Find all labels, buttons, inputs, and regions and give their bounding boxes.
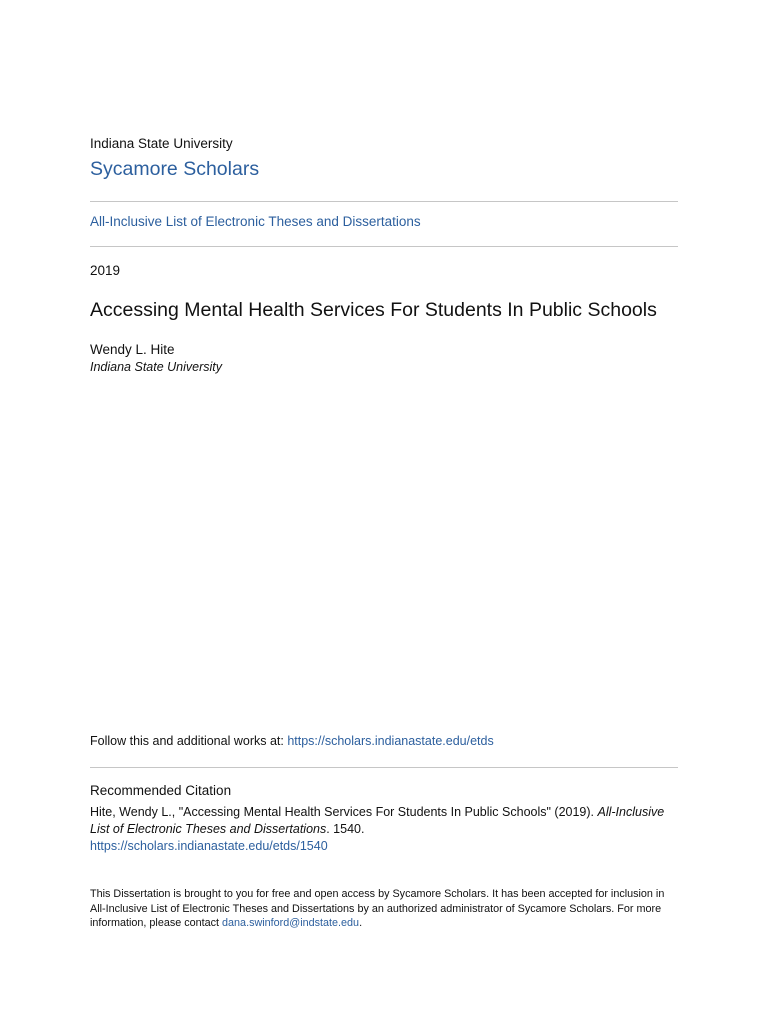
citation-heading: Recommended Citation [90,783,232,798]
citation-link[interactable]: https://scholars.indianastate.edu/etds/1540 [90,839,328,853]
divider [90,767,678,768]
author-affiliation: Indiana State University [90,360,223,374]
follow-link[interactable]: https://scholars.indianastate.edu/etds [287,734,494,748]
notice-end: . [359,917,363,929]
divider [90,201,678,202]
follow-line [90,734,494,748]
divider [90,246,678,247]
document-title: Accessing Mental Health Services For Students In Public Schools [90,299,657,321]
cover-page [90,0,678,1024]
author-name: Wendy L. Hite [90,342,175,357]
citation-number: . 1540. [326,822,365,836]
notice-text: This Dissertation is brought to you for free and open access by Sycamore Scholars. It has been accepted for inclusion in All-Inclusive List of Electronic Theses and Dissertations by an authorized administrator of Sycamore Scholars. For more information, please contact [90,888,665,929]
citation-series: All-Inclusive List of Electronic Theses and Dissertations [90,805,665,836]
contact-email-link[interactable]: dana.swinford@indstate.edu [222,917,360,929]
citation-body: Hite, Wendy L., "Accessing Mental Health Services For Students In Public Schools" (2019). [90,805,598,819]
publication-year: 2019 [90,263,121,278]
collection-link[interactable]: All-Inclusive List of Electronic Theses and Dissertations [90,214,421,229]
institution-name: Indiana State University [90,136,233,151]
repository-link[interactable]: Sycamore Scholars [90,158,260,180]
citation-text [90,804,678,855]
follow-prefix: Follow this and additional works at: [90,734,288,748]
access-notice [90,887,678,931]
